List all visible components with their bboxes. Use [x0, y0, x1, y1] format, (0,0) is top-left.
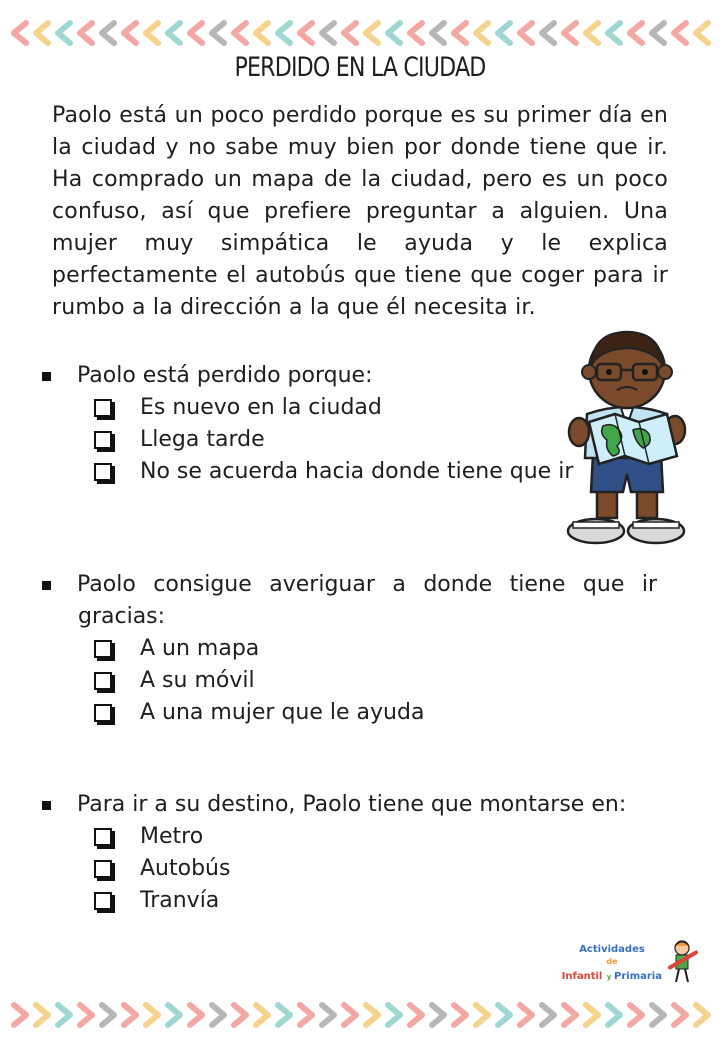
- chevron-mark: [124, 1005, 136, 1025]
- chevron-mark: [630, 23, 642, 43]
- question-1: [42, 360, 573, 488]
- chevron-mark: [652, 23, 664, 43]
- question-1-options: [42, 392, 573, 488]
- chevron-mark: [124, 23, 136, 43]
- chevron-mark: [454, 23, 466, 43]
- option-label: Llega tarde: [140, 427, 265, 452]
- chevron-mark: [322, 1005, 334, 1025]
- option-label: Tranvía: [140, 888, 220, 913]
- chevron-mark: [366, 1005, 378, 1025]
- chevron-mark: [168, 23, 180, 43]
- logo-line3a: Infantil: [561, 971, 603, 982]
- option-label: A un mapa: [140, 636, 260, 661]
- chevron-mark: [58, 1005, 70, 1025]
- chevron-mark: [300, 1005, 312, 1025]
- bottom-chevron-border: [8, 998, 712, 1032]
- chevron-mark: [190, 1005, 202, 1025]
- chevron-mark: [498, 1005, 510, 1025]
- chevron-mark: [476, 23, 488, 43]
- chevron-mark: [102, 1005, 114, 1025]
- chevron-mark: [388, 23, 400, 43]
- chevron-mark: [366, 23, 378, 43]
- boy-with-map-illustration: [563, 326, 693, 546]
- chevron-mark: [234, 23, 246, 43]
- chevron-mark: [234, 1005, 246, 1025]
- chevron-mark: [630, 1005, 642, 1025]
- chevron-mark: [256, 1005, 268, 1025]
- chevron-mark: [674, 1005, 686, 1025]
- logo-line3b: y: [606, 973, 612, 981]
- checkbox-icon[interactable]: [94, 892, 112, 910]
- option-label: A su móvil: [140, 668, 255, 693]
- chevron-mark: [564, 23, 576, 43]
- chevron-mark: [278, 23, 290, 43]
- chevron-mark: [256, 23, 268, 43]
- chevron-mark: [564, 1005, 576, 1025]
- question-2-text-line2: gracias:: [78, 604, 166, 629]
- chevron-mark: [696, 23, 708, 43]
- chevron-mark: [14, 23, 26, 43]
- chevron-mark: [58, 23, 70, 43]
- logo-line2: de: [606, 957, 618, 966]
- bullet-icon: [42, 801, 51, 810]
- chevron-mark: [476, 1005, 488, 1025]
- chevron-mark: [432, 1005, 444, 1025]
- chevron-mark: [36, 23, 48, 43]
- chevron-mark: [608, 23, 620, 43]
- chevron-mark: [432, 23, 444, 43]
- chevron-mark: [14, 1005, 26, 1025]
- chevron-mark: [674, 23, 686, 43]
- chevron-mark: [322, 23, 334, 43]
- checkbox-icon[interactable]: [94, 640, 112, 658]
- chevron-mark: [102, 23, 114, 43]
- chevron-mark: [168, 1005, 180, 1025]
- chevron-mark: [190, 23, 202, 43]
- option-label: Metro: [140, 824, 204, 849]
- bullet-icon: [42, 581, 51, 590]
- checkbox-icon[interactable]: [94, 704, 112, 722]
- chevron-mark: [146, 1005, 158, 1025]
- question-3-options: [42, 821, 626, 917]
- chevron-mark: [454, 1005, 466, 1025]
- chevron-mark: [388, 1005, 400, 1025]
- chevron-mark: [300, 23, 312, 43]
- chevron-mark: [410, 23, 422, 43]
- checkbox-icon[interactable]: [94, 828, 112, 846]
- top-chevron-border: [8, 16, 712, 50]
- option-item[interactable]: [94, 392, 573, 424]
- option-item[interactable]: [94, 665, 658, 697]
- option-item[interactable]: [94, 456, 573, 488]
- chevron-mark: [212, 1005, 224, 1025]
- chevron-mark: [542, 1005, 554, 1025]
- chevron-mark: [608, 1005, 620, 1025]
- question-2-options: [42, 633, 658, 729]
- question-1-text: Paolo está perdido porque:: [77, 363, 373, 388]
- question-2: [42, 569, 658, 729]
- chevron-mark: [278, 1005, 290, 1025]
- chevron-mark: [586, 1005, 598, 1025]
- chevron-mark: [520, 1005, 532, 1025]
- question-3-text: Para ir a su destino, Paolo tiene que montarse en:: [77, 792, 627, 817]
- option-item[interactable]: [94, 821, 626, 853]
- option-item[interactable]: [94, 885, 626, 917]
- chevron-mark: [80, 23, 92, 43]
- option-label: Es nuevo en la ciudad: [140, 395, 382, 420]
- chevron-mark: [80, 1005, 92, 1025]
- logo-line3c: Primaria: [614, 971, 662, 982]
- checkbox-icon[interactable]: [94, 672, 112, 690]
- option-item[interactable]: [94, 424, 573, 456]
- question-2-text-line1: Paolo consigue averiguar a donde tiene que ir: [77, 572, 657, 597]
- chevron-mark: [498, 23, 510, 43]
- chevron-mark: [542, 23, 554, 43]
- option-label: Autobús: [140, 856, 231, 881]
- logo-line1: Actividades: [579, 944, 645, 955]
- activities-logo: [560, 938, 706, 988]
- checkbox-icon[interactable]: [94, 463, 112, 481]
- chevron-mark: [212, 23, 224, 43]
- question-3: [42, 789, 626, 917]
- option-item[interactable]: [94, 697, 658, 729]
- option-item[interactable]: [94, 633, 658, 665]
- bullet-icon: [42, 372, 51, 381]
- chevron-mark: [36, 1005, 48, 1025]
- chevron-mark: [696, 1005, 708, 1025]
- story-paragraph: Paolo está un poco perdido porque es su primer día en la ciudad y no sabe muy bien por donde tiene que ir. Ha comprado un mapa de la ciudad, pero es un poco confuso, así que prefiere preguntar a alguien. Una mujer muy simpática le ayuda y le explica perfectamente el autobús que tiene que coger para ir rumbo a la dirección a la que él necesita ir.: [52, 103, 668, 320]
- option-item[interactable]: [94, 853, 626, 885]
- checkbox-icon[interactable]: [94, 399, 112, 417]
- chevron-mark: [652, 1005, 664, 1025]
- chevron-mark: [520, 23, 532, 43]
- checkbox-icon[interactable]: [94, 860, 112, 878]
- chevron-mark: [410, 1005, 422, 1025]
- chevron-mark: [586, 23, 598, 43]
- checkbox-icon[interactable]: [94, 431, 112, 449]
- option-label: No se acuerda hacia donde tiene que ir: [140, 459, 574, 484]
- worksheet-title: PERDIDO EN LA CIUDAD: [234, 52, 486, 83]
- chevron-mark: [344, 23, 356, 43]
- chevron-mark: [344, 1005, 356, 1025]
- chevron-mark: [146, 23, 158, 43]
- option-label: A una mujer que le ayuda: [140, 700, 425, 725]
